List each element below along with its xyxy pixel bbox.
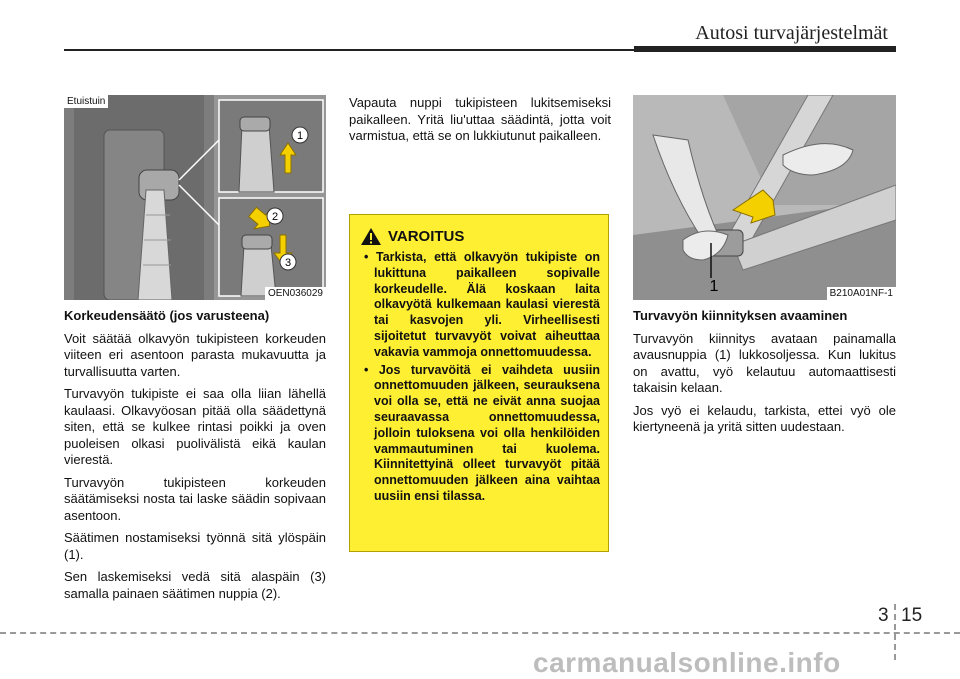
paragraph: Turvavyön kiinnitys avataan painamalla avausnuppia (1) lukkosoljessa. Kun lukitus on avattu, vyö kelautuu automaattisesti takaisin kelaan. — [633, 330, 896, 395]
figure-buckle-release — [633, 95, 896, 300]
warning-list — [360, 250, 600, 505]
watermark: carmanualsonline.info — [533, 647, 841, 678]
svg-text:3: 3 — [284, 257, 292, 269]
paragraph: Sen laskemiseksi vedä sitä alaspäin (3) samalla painaen säätimen nuppia (2). — [64, 569, 326, 601]
figure-code: B210A01NF-1 — [827, 287, 896, 300]
paragraph: Vapauta nuppi tukipisteen lukitsemiseksi paikalleen. Yritä liu'uttaa säädintä, jotta voit varmistua, että se on lukkiutunut paikalleen. — [349, 95, 611, 143]
header-rule — [64, 49, 634, 51]
section-heading-buckle-release: Turvavyön kiinnityksen avaaminen — [633, 308, 848, 323]
svg-text:1: 1 — [296, 130, 304, 142]
warning-item-text: Jos turvavöitä ei vaihdeta uusiin onnettomuuden jälkeen, seurauksena voi olla se, että ne eivät anna suojaa seuraavassa onnettomuudessa, jolloin tuloksena voi olla henkilöiden vammautuminen tai kuolema. Kiinnitettyinä olleet turvavyöt pitää onnettomuuden jälkeen aina vaihtaa uusiin ensi tilassa. — [374, 362, 600, 503]
left-column — [64, 308, 326, 608]
section-heading-height-adjust: Korkeudensäätö (jos varusteena) — [64, 308, 270, 323]
paragraph: Voit säätää olkavyön tukipisteen korkeuden viiteen eri asentoon parasta mukavuutta ja turvallisuutta varten. — [64, 330, 326, 379]
svg-text:2: 2 — [271, 211, 279, 223]
warning-title: VAROITUS — [388, 228, 465, 245]
warning-header — [360, 227, 600, 246]
warning-item: • Jos turvavöitä ei vaihdeta uusiin onnettomuuden jälkeen, seurauksena voi olla se, että ne eivät anna suojaa seuraavassa onnettomuudessa, jolloin tuloksena voi olla henkilöiden vammautuminen tai kuolema. Kiinnitettyinä olleet turvavyöt pitää onnettomuuden jälkeen aina vaihtaa uusiin ensi tilassa. — [364, 362, 600, 503]
figure-code: OEN036029 — [265, 287, 326, 300]
warning-box — [349, 214, 609, 552]
warning-item: • Tarkista, että olkavyön tukipiste on lukittuna paikalleen sopivalle korkeudelle. Älä koskaan laita olkavyötä kulkemaan kaulasi vierestä tai kasvojen yli. Virheellisesti sijoitetut turvavyöt voivat aiheuttaa vakavia vammoja onnettomuudessa. — [364, 250, 600, 359]
paragraph: Turvavyön tukipiste ei saa olla liian lähellä kaulaasi. Olkavyöosan pitää olla säädettynä siten, että se kulkee rintasi poikki ja oven puoleisen olkasi puolivälistä eikä kaulan vierestä. — [64, 386, 326, 467]
buckle-release-illustration — [633, 95, 896, 300]
right-column — [633, 308, 896, 442]
paragraph: Säätimen nostamiseksi työnnä sitä ylöspäin (1). — [64, 530, 326, 562]
callout-1: 1 — [709, 278, 719, 295]
figure-belt-height-adjuster — [64, 95, 326, 300]
middle-column — [349, 95, 611, 151]
paragraph: Jos vyö ei kelaudu, tarkista, ettei vyö ole kiertyneenä ja yritä sitten uudestaan. — [633, 402, 896, 434]
figure-tag: Etuistuin — [64, 95, 108, 108]
warning-triangle-icon — [360, 227, 382, 246]
page-number: 15 — [901, 605, 923, 626]
page-header-title: Autosi turvajärjestelmät — [695, 22, 888, 44]
footer-dashed-rule — [0, 632, 960, 634]
chapter-number: 3 — [878, 605, 889, 626]
header-rule-thick — [634, 46, 896, 52]
page-separator — [894, 604, 896, 660]
paragraph: Turvavyön tukipisteen korkeuden säätämiseksi nosta tai laske säädin sopivaan asentoon. — [64, 474, 326, 523]
warning-item-text: Tarkista, että olkavyön tukipiste on lukittuna paikalleen sopivalle korkeudelle. Älä koskaan laita olkavyötä kulkemaan kaulasi vierestä tai kasvojen yli. Virheellisesti sijoitetut turvavyöt voivat aiheuttaa vakavia vammoja onnettomuudessa. — [374, 250, 600, 359]
belt-adjuster-illustration — [64, 95, 326, 300]
